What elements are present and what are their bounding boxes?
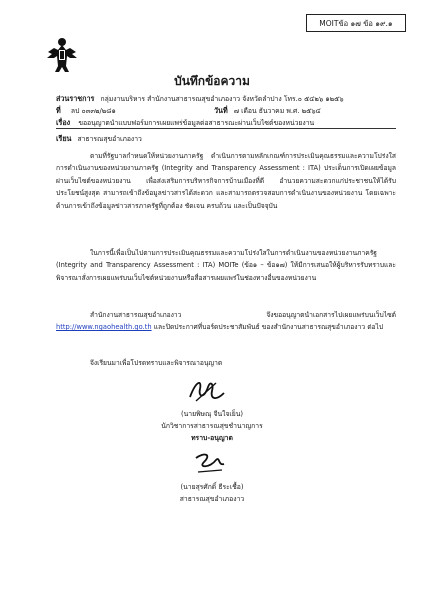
agency-label: ส่วนราชการ [56, 94, 95, 103]
body-paragraph-3 [56, 309, 396, 334]
body-paragraph-2: ในการนี้เพื่อเป็นไปตามการประเมินคุณธรรมและความโปร่งใสในการดำเนินงานของหน่วยงานภาครัฐ (Integrity and Transparency Assessment : ITA) MOITe (ข้อ๑ – ข้อ๑๗) ให้มีการเสนอให้ผู้บริหารรับทราบและพิจารณาสั่งการเผยแพร่บนเว็บไซต์หน่วยงานหรือสื่อสารเผยแพร่ในช่องทางอื่นของหน่วยงาน [56, 249, 396, 282]
body-paragraph-1: ตามที่รัฐบาลกำหนดให้หน่วยงานภาครัฐ ดำเนินการตามหลักเกณฑ์การประเมินคุณธรรมและความโปร่งใสการดำเนินงานของหน่วยงานภาครัฐ (Integrity and Transparency Assessment : ITA) ประเด็นการเปิดเผยข้อมูลผ่านเว็บไซต์ของหน่วยงาน เพื่อส่งเสริมการบริหารกิจการบ้านเมืองที่ดี อำนวยความสะดวกแก่ประชาชนให้ได้รับประโยชน์สูงสุด สามารถเข้าถึงข้อมูลข่าวสารได้สะดวก และสามารถตรวจสอบการดำเนินงานของหน่วยงาน โดยเฉพาะด้านการเข้าถึงข้อมูลข่าวสารภาครัฐที่ถูกต้อง ชัดเจน ครบถ้วน และเป็นปัจจุบัน [56, 152, 396, 210]
reference-box: MOITข้อ ๑๗ ข้อ ๑๙.๑ [306, 14, 406, 32]
website-link[interactable]: http://www.ngaohealth.go.th [56, 323, 152, 332]
doc-number-label: ที่ [56, 106, 61, 115]
salutation-value: สาธารณสุขอำเภองาว [77, 135, 142, 143]
date-value: ๗ เดือน ธันวาคม พ.ศ. ๒๕๖๔ [233, 107, 321, 115]
salutation [56, 133, 142, 145]
signer-2-position: สาธารณสุขอำเภองาว [179, 495, 245, 503]
date-label: วันที่ [214, 106, 228, 115]
signer-2-block [0, 481, 424, 505]
page-title: บันทึกข้อความ [174, 74, 250, 88]
approval-note: ทราบ-อนุญาต [191, 434, 233, 442]
date-row [214, 105, 321, 117]
agency-value: กลุ่มงานบริหาร สำนักงานสาธารณสุขอำเภองาว จังหวัดลำปาง โทร.๐ ๕๔๒๖ ๑๒๕๖ [100, 95, 344, 103]
signer-1-position: นักวิชาการสาธารณสุขชำนาญการ [161, 422, 263, 430]
header-divider [56, 128, 396, 129]
doc-number-value: ลป ๐๓๓๒/๒๘๑ [70, 107, 116, 115]
signer-2-name: (นายสุรศักดิ์ ธีระเชื้อ) [180, 483, 244, 491]
salutation-label: เรียน [56, 134, 72, 143]
subject-label: เรื่อง [56, 118, 71, 127]
signer-1-name: (นายพิษณุ จีนใจเย็น) [180, 410, 244, 418]
signature-1-icon [186, 375, 228, 407]
para3-text-before: สำนักงานสาธารณสุขอำเภองาว จึงขออนุญาตนำเอกสารไปเผยแพร่บนเว็บไซต์ [90, 311, 396, 319]
doc-number-row [56, 105, 116, 117]
subject-value: ขออนุญาตนำแบบฟอร์มการเผยแพร่ข้อมูลต่อสาธารณะผ่านเว็บไซต์ของหน่วยงาน [78, 119, 315, 127]
garuda-emblem-icon [44, 36, 80, 76]
agency-row [56, 93, 344, 105]
para3-text-after: และปิดประกาศที่บอร์ดประชาสัมพันธ์ ของสำนักงานสาธารณสุขอำเภองาว ต่อไป [151, 323, 384, 332]
signature-2-icon [190, 450, 230, 478]
closing-line: จึงเรียนมาเพื่อโปรดทราบและพิจารณาอนุญาต [90, 359, 223, 367]
signer-1-block [0, 408, 424, 444]
